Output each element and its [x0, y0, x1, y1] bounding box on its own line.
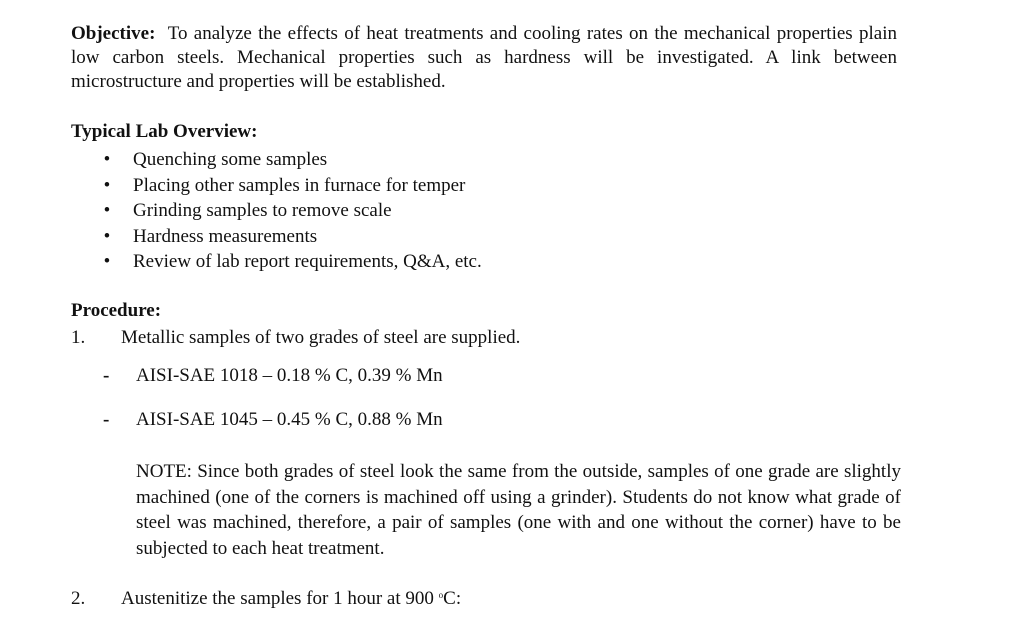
degree-symbol: o	[438, 590, 444, 600]
step-text: Metallic samples of two grades of steel are supplied.	[121, 327, 521, 348]
step-number: 1.	[71, 327, 86, 348]
list-item-text: Review of lab report requirements, Q&A, etc.	[133, 251, 482, 272]
steel-grade-text: AISI-SAE 1018 – 0.18 % C, 0.39 % Mn	[136, 365, 443, 386]
objective-paragraph	[71, 22, 897, 94]
list-item-text: Hardness measurements	[133, 225, 318, 247]
note-paragraph: NOTE: Since both grades of steel look the same from the outside, samples of one grade are slightly machined (one of the corners is machined off using a grinder). Students do not know what grade of steel was machined, therefore, a pair of samples (one with and one without the corner) have to be subjected to each heat treatment.	[136, 461, 901, 559]
objective-text: To analyze the effects of heat treatments and cooling rates on the mechanical properties plain low carbon steels. Mechanical properties such as hardness will be investigated. A link between microstructure and properties will be established.	[71, 23, 897, 92]
temperature-unit: C:	[443, 588, 462, 609]
step-text-main: Austenitize the samples for 1 hour at 900	[121, 588, 439, 609]
bullet-icon: •	[103, 174, 111, 196]
procedure-heading: Procedure:	[71, 300, 162, 321]
steel-grade-text: AISI-SAE 1045 – 0.45 % C, 0.88 % Mn	[136, 409, 443, 430]
list-item-text: Grinding samples to remove scale	[133, 200, 392, 221]
bullet-icon: •	[103, 251, 111, 272]
overview-heading: Typical Lab Overview:	[71, 121, 258, 142]
bullet-icon: •	[103, 200, 111, 221]
bullet-icon: •	[103, 149, 111, 170]
objective-label: Objective:	[71, 23, 156, 44]
list-item-text: Quenching some samples	[133, 149, 328, 170]
bullet-icon: •	[103, 225, 111, 247]
step-text	[121, 587, 461, 611]
dash-bullet-icon: -	[103, 365, 110, 386]
step-number: 2.	[71, 588, 86, 609]
dash-bullet-icon: -	[103, 409, 110, 430]
list-item-text: Placing other samples in furnace for temper	[133, 174, 466, 196]
